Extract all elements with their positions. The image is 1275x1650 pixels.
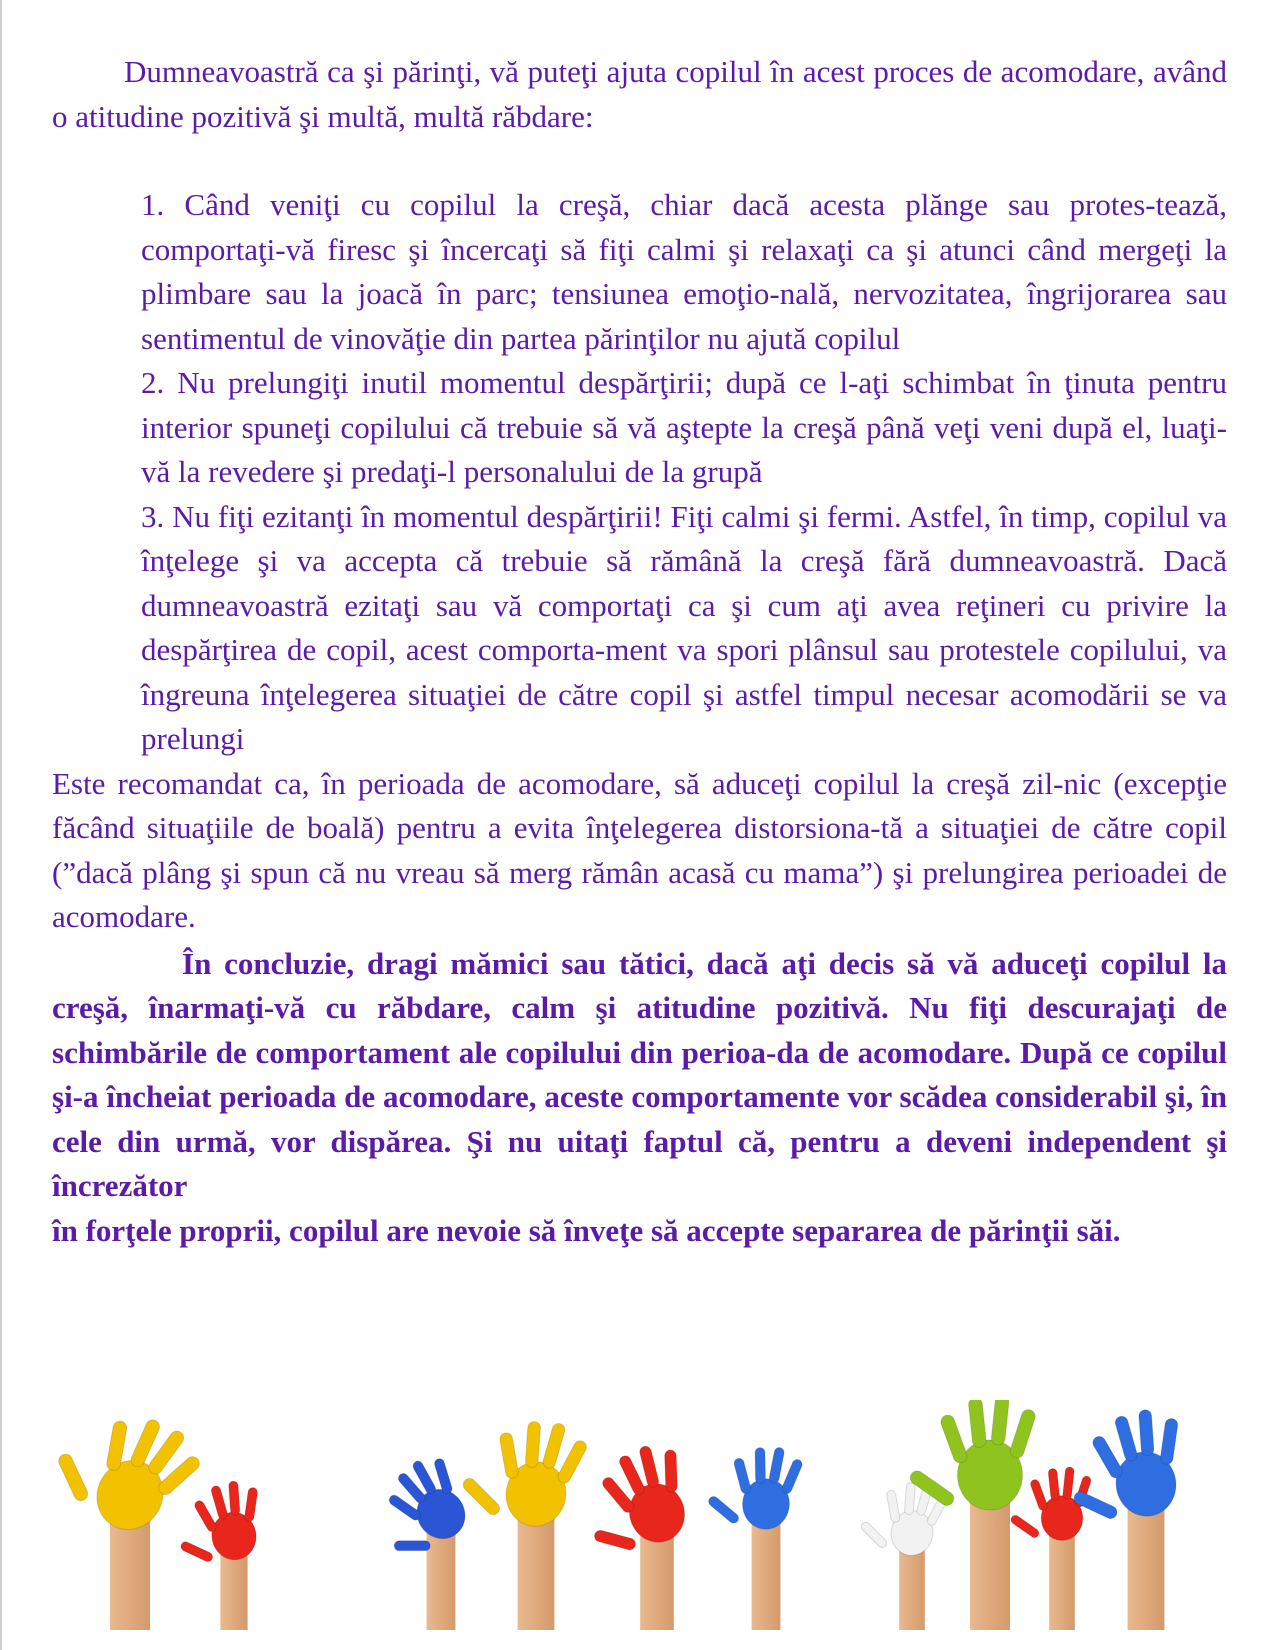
list-item: 3. Nu fiţi ezitanţi în momentul despărţirii! Fiţi calmi şi fermi. Astfel, în timp, copilul va înţelege şi va accepta că trebuie să rămână la creşă fără dumneavoastră. Dacă dumneavoastră ezitaţi sau vă comportaţi ca şi cum aţi avea reţineri cu privire la despărţirea de copil, acest comporta-ment va spori plânsul sau protestele copilului, va îngreuna înţelegerea situaţiei de către copil şi astfel timpul necesar acomodării se va prelungi bbox=[141, 498, 1227, 756]
painted-hand-icon bbox=[1009, 1467, 1092, 1630]
list-item: 1. Când veniţi cu copilul la creşă, chiar dacă acesta plănge sau protes-tează, comportaţi-vă firesc şi încercaţi să fiţi calmi şi relaxaţi ca şi atunci când mergeţi la plimbare sau la joacă în parc; tensiunea emoţio-nală, nervozitatea, îngrijorarea sau sentimentul de vinovăţie din partea părinţilor nu ajută copilul bbox=[141, 187, 1227, 356]
painted-hand-icon bbox=[569, 1436, 704, 1630]
page-edge-rule bbox=[0, 0, 2, 1650]
painted-hand-icon bbox=[705, 1441, 805, 1630]
recommendation-paragraph: Este recomandat ca, în perioada de acomodare, să aduceţi copilul la creşă zil-nic (excepţie făcând situaţiile de boală) pentru a evita înţelegerea distorsiona-tă a situaţiei de către copil (”dacă plâng şi spun că nu vreau să merg rămân acasă cu mama”) şi prelungirea perioadei de acomodare. bbox=[52, 765, 1227, 934]
painted-hand-icon bbox=[169, 1477, 269, 1630]
painted-hand-icon bbox=[359, 1447, 483, 1630]
painted-hand-icon bbox=[908, 1400, 1037, 1630]
conclusion-closing-line: în forţele proprii, copilul are nevoie să înveţe să accepte separarea de părinţii săi. bbox=[52, 1212, 1121, 1248]
painted-hand-icon bbox=[41, 1400, 211, 1630]
conclusion-paragraph: În concluzie, dragi mămici sau tătici, dacă aţi decis să vă aduceţi copilul la creşă, înarmaţi-vă cu răbdare, calm şi atitudine pozitivă. Nu fiţi descurajaţi de schimbările de comportament ale copilului din perioa-da de acomodare. După ce copilul şi-a încheiat perioada de acomodare, aceste comportamente vor scădea considerabil şi, în cele din urmă, vor dispărea. Şi nu uitaţi faptul că, pentru a deveni independent şi încrezător bbox=[52, 945, 1227, 1203]
document-page bbox=[52, 50, 1227, 1253]
advice-list bbox=[141, 183, 1227, 762]
list-item: 2. Nu prelungiţi inutil momentul despărţirii; după ce l-aţi schimbat în ţinuta pentru interior spuneţi copilului că trebuie să vă aştepte la creşă până veţi veni după el, luaţi-vă la revedere şi predaţi-l personalului de la grupă bbox=[141, 365, 1227, 489]
painted-hand-icon bbox=[456, 1408, 592, 1630]
intro-paragraph: Dumneavoastră ca şi părinţi, vă puteţi ajuta copilul în acest proces de acomodare, având o atitudine pozitivă şi multă, multă răbdare: bbox=[52, 54, 1227, 134]
painted-hands-illustration bbox=[40, 1400, 1240, 1630]
